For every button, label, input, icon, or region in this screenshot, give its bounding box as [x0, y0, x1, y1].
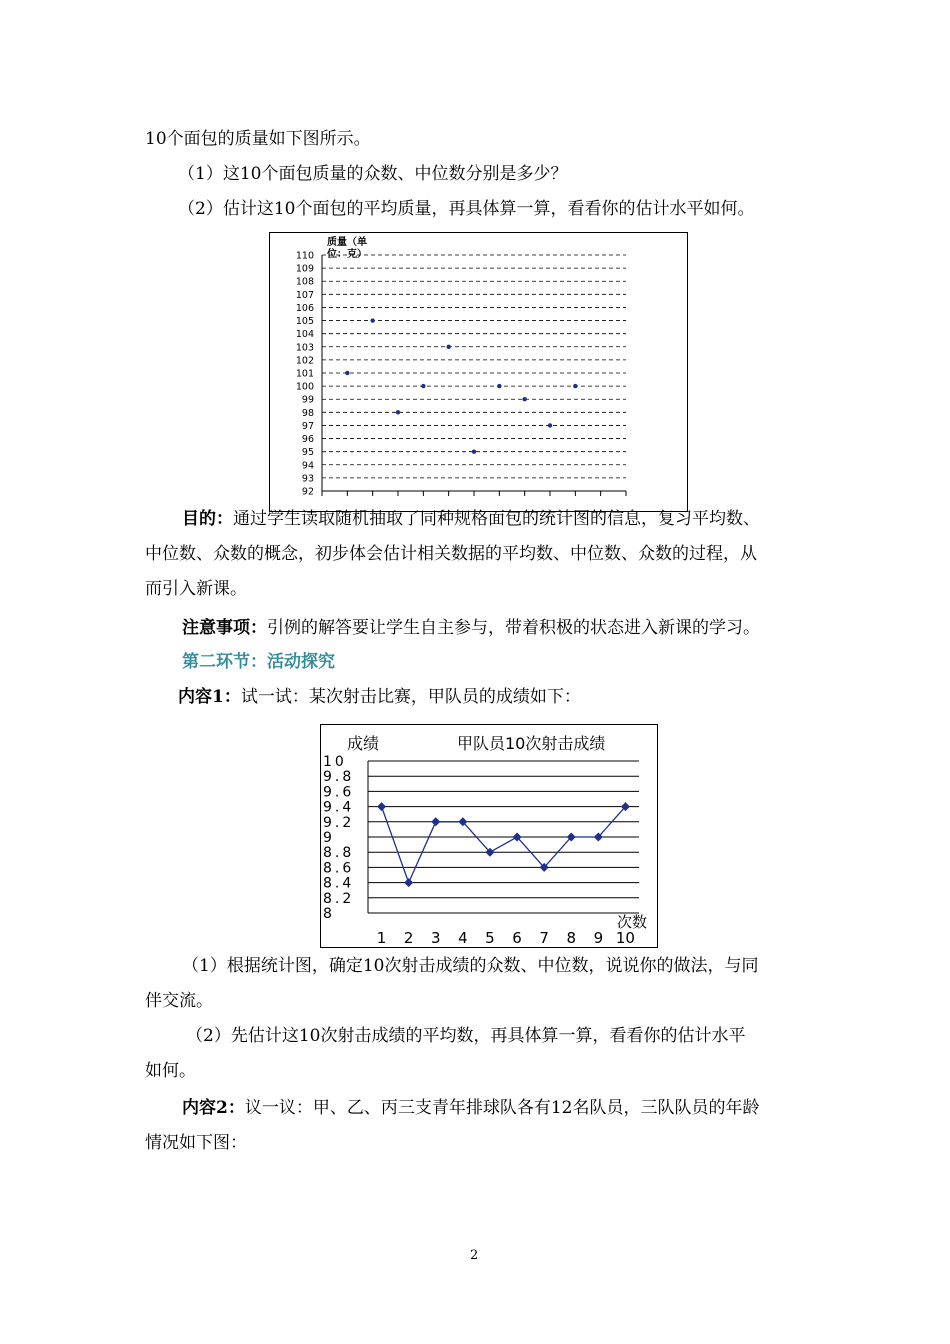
- shooting-question-2-line-1: （2）先估计这10次射击成绩的平均数，再具体算一算，看看你的估计水平: [186, 1026, 746, 1046]
- content-1-label: 内容1：: [178, 687, 241, 707]
- shooting-chart-ytick-label: 8.8: [323, 845, 355, 862]
- bread-chart-ytick-label: 99: [301, 394, 314, 406]
- content-1-text: 试一试：某次射击比赛，甲队员的成绩如下：: [240, 687, 581, 707]
- shooting-chart-xtick-label: 6: [512, 929, 522, 947]
- intro-line: 10个面包的质量如下图所示。: [145, 129, 371, 149]
- shooting-chart-xtick-label: 7: [539, 929, 549, 947]
- notice-paragraph: [182, 617, 760, 639]
- bread-chart-point: [573, 384, 577, 388]
- bread-chart-ytick-label: 100: [295, 381, 314, 393]
- shooting-chart-xtick-label: 10: [615, 929, 635, 947]
- bread-chart-ytick-label: 94: [301, 460, 314, 472]
- shooting-chart-ytick-label: 9.8: [323, 769, 355, 786]
- shooting-chart-series-line: [382, 807, 626, 883]
- shooting-chart-ytick-label: 9: [323, 830, 335, 846]
- bread-chart-point: [446, 345, 450, 349]
- bread-chart-ytick-label: 92: [301, 486, 314, 498]
- bread-chart-point: [421, 384, 425, 388]
- shooting-chart-xtick-label: 4: [458, 929, 468, 947]
- shooting-chart-ylabel: 成绩: [347, 734, 380, 753]
- notice-label: 注意事项：: [182, 618, 267, 638]
- notice-text: 引例的解答要让学生自主参与，带着积极的状态进入新课的学习。: [267, 618, 760, 638]
- bread-chart-ytick-label: 108: [295, 276, 314, 288]
- purpose-paragraph: [182, 508, 760, 530]
- shooting-score-chart-svg: [321, 725, 657, 947]
- bread-chart-point: [370, 318, 374, 322]
- bread-chart-ytick-label: 93: [301, 473, 314, 485]
- shooting-chart-point: [404, 878, 413, 887]
- shooting-chart-point: [431, 817, 440, 826]
- shooting-chart-ytick-label: 10: [323, 754, 347, 770]
- bread-mass-chart-svg: [270, 233, 687, 511]
- shooting-chart-ytick-label: 9.4: [323, 799, 355, 816]
- bread-chart-point: [472, 449, 476, 453]
- bread-chart-ytick-label: 106: [295, 302, 314, 314]
- bread-chart-point: [396, 410, 400, 414]
- shooting-question-1-line-2: 伴交流。: [145, 991, 213, 1011]
- bread-chart-point: [548, 423, 552, 427]
- shooting-chart-xtick-label: 9: [593, 929, 604, 947]
- shooting-chart-ytick-label: 8: [323, 906, 335, 922]
- bread-chart-ytick-label: 96: [301, 434, 314, 446]
- shooting-chart-ytick-label: 8.2: [323, 890, 355, 907]
- bread-chart-ytick-label: 98: [301, 407, 314, 419]
- bread-chart-point: [497, 384, 501, 388]
- content-1-paragraph: [178, 686, 581, 708]
- shooting-chart-point: [377, 802, 386, 811]
- question-1-bread: （1）这10个面包质量的众数、中位数分别是多少？: [178, 164, 568, 184]
- page-number: 2: [470, 1248, 479, 1263]
- purpose-label: 目的：: [182, 509, 233, 529]
- bread-chart-ytick-label: 97: [301, 420, 314, 432]
- content-2-line-1: 议一议：甲、乙、丙三支青年排球队各有12名队员，三队队员的年龄: [244, 1098, 760, 1118]
- shooting-chart-title: 甲队员10次射击成绩: [457, 734, 606, 753]
- purpose-text-2: 中位数、众数的概念，初步体会估计相关数据的平均数、中位数、众数的过程，从: [145, 544, 757, 564]
- content-2-label: 内容2：: [182, 1098, 245, 1118]
- section-2-heading: 第二环节：活动探究: [182, 652, 335, 672]
- question-2-bread: （2）估计这10个面包的平均质量，再具体算一算，看看你的估计水平如何。: [178, 199, 755, 219]
- bread-chart-ytick-label: 107: [295, 289, 314, 301]
- shooting-chart-ytick-label: 9.6: [323, 784, 355, 801]
- shooting-chart-xtick-label: 3: [430, 929, 441, 947]
- bread-chart-ytick-label: 101: [295, 368, 314, 380]
- bread-chart-ylabel-line-1: 质量（单: [327, 237, 367, 248]
- shooting-chart-xtick-label: 5: [485, 929, 495, 947]
- shooting-question-1-line-1: （1）根据统计图，确定10次射击成绩的众数、中位数，说说你的做法，与同: [182, 956, 759, 976]
- shooting-score-chart: [320, 724, 658, 948]
- bread-chart-ytick-label: 110: [295, 250, 314, 262]
- bread-chart-ytick-label: 103: [295, 342, 314, 354]
- shooting-chart-ytick-label: 9.2: [323, 814, 355, 831]
- bread-chart-ytick-label: 104: [295, 329, 314, 341]
- bread-chart-ytick-label: 102: [295, 355, 314, 367]
- shooting-chart-xtick-label: 8: [566, 929, 577, 947]
- purpose-text-3: 而引入新课。: [145, 579, 247, 599]
- content-2-paragraph: [182, 1097, 759, 1119]
- bread-chart-ytick-label: 109: [295, 263, 314, 275]
- shooting-chart-xtick-label: 2: [403, 929, 414, 947]
- shooting-chart-xtick-label: 1: [376, 929, 387, 947]
- content-2-line-2: 情况如下图：: [145, 1133, 247, 1153]
- shooting-chart-ytick-label: 8.6: [323, 860, 355, 877]
- bread-mass-chart: [269, 232, 688, 512]
- bread-chart-point: [522, 397, 526, 401]
- bread-chart-ylabel-line-2: 位：克）: [327, 249, 367, 260]
- bread-chart-ytick-label: 105: [295, 316, 314, 328]
- purpose-text-1: 通过学生读取随机抽取了同种规格面包的统计图的信息，复习平均数、: [233, 509, 760, 529]
- shooting-chart-ytick-label: 8.4: [323, 875, 355, 892]
- shooting-question-2-line-2: 如何。: [145, 1061, 196, 1081]
- bread-chart-point: [345, 371, 349, 375]
- bread-chart-ytick-label: 95: [301, 447, 314, 459]
- shooting-chart-xlabel: 次数: [617, 913, 648, 931]
